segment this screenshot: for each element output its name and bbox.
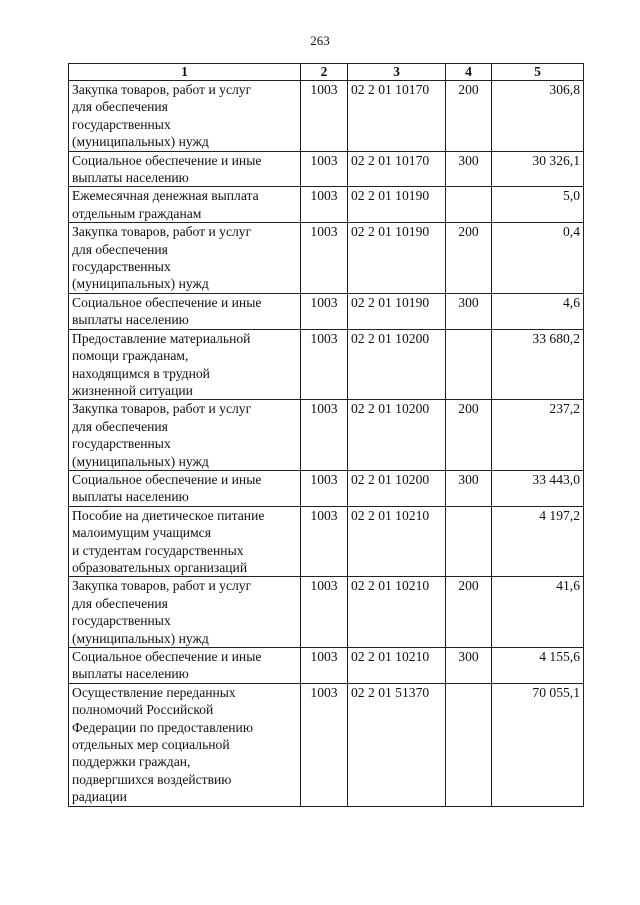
row-name-line: образовательных организаций (72, 559, 248, 575)
row-amount: 33 443,0 (492, 470, 584, 506)
table-row (69, 400, 584, 471)
row-name-line: Социальное обеспечение и иные (72, 471, 262, 487)
row-name-line: государственных (72, 436, 171, 452)
row-amount: 33 680,2 (492, 329, 584, 400)
row-target-article: 02 2 01 10200 (348, 329, 446, 400)
page-number: 263 (310, 33, 330, 48)
row-name-line: для обеспечения (72, 241, 168, 257)
row-name-line: отдельных мер социальной (72, 737, 230, 753)
table-row (69, 151, 584, 187)
row-name-line: Пособие на диетическое питание (72, 507, 265, 523)
row-section-code: 1003 (301, 648, 348, 684)
row-name-line: выплаты населению (72, 666, 189, 682)
table-row (69, 223, 584, 294)
row-name-line: отдельным гражданам (72, 205, 202, 221)
row-name-line: Закупка товаров, работ и услуг (72, 82, 252, 97)
row-target-article: 02 2 01 10210 (348, 648, 446, 684)
row-name-line: (муниципальных) нужд (72, 630, 209, 646)
row-name-line: Федерации по предоставлению (72, 719, 253, 735)
row-name-cell (69, 506, 301, 577)
row-section-code: 1003 (301, 187, 348, 223)
row-amount: 30 326,1 (492, 151, 584, 187)
row-expense-type: 300 (446, 151, 492, 187)
row-target-article: 02 2 01 10170 (348, 151, 446, 187)
row-section-code: 1003 (301, 223, 348, 294)
row-name-line: Закупка товаров, работ и услуг (72, 578, 252, 594)
row-target-article: 02 2 01 10200 (348, 400, 446, 471)
row-name-line: полномочий Российской (72, 702, 214, 718)
row-section-code: 1003 (301, 506, 348, 577)
table-row (69, 648, 584, 684)
row-expense-type: 300 (446, 648, 492, 684)
row-name-line: государственных (72, 613, 171, 629)
table-body (69, 81, 584, 807)
row-name-cell (69, 470, 301, 506)
row-name-line: Ежемесячная денежная выплата (72, 188, 259, 204)
row-name-line: Предоставление материальной (72, 330, 251, 346)
row-name-line: для обеспечения (72, 595, 168, 611)
row-name-line: Социальное обеспечение и иные (72, 152, 262, 168)
row-expense-type (446, 187, 492, 223)
row-name-line: для обеспечения (72, 418, 168, 434)
row-name-line: Осуществление переданных (72, 684, 236, 700)
row-target-article: 02 2 01 10210 (348, 506, 446, 577)
row-expense-type: 200 (446, 577, 492, 648)
row-name-line: находящимся в трудной (72, 365, 210, 381)
row-target-article: 02 2 01 51370 (348, 683, 446, 806)
header-col-3: 3 (348, 64, 446, 81)
row-name-line: Закупка товаров, работ и услуг (72, 401, 252, 417)
row-name-line: выплаты населению (72, 312, 189, 328)
row-name-cell (69, 683, 301, 806)
row-section-code: 1003 (301, 400, 348, 471)
row-expense-type: 200 (446, 223, 492, 294)
row-section-code: 1003 (301, 577, 348, 648)
row-target-article: 02 2 01 10190 (348, 223, 446, 294)
row-section-code: 1003 (301, 81, 348, 152)
row-name-line: выплаты населению (72, 170, 189, 186)
row-name-line: и студентам государственных (72, 542, 244, 558)
row-name-line: для обеспечения (72, 99, 168, 115)
row-section-code: 1003 (301, 470, 348, 506)
row-expense-type: 200 (446, 81, 492, 152)
row-amount: 4,6 (492, 293, 584, 329)
row-name-line: (муниципальных) нужд (72, 276, 209, 292)
row-expense-type (446, 506, 492, 577)
row-name-cell (69, 151, 301, 187)
table-row (69, 577, 584, 648)
row-name-line: малоимущим учащимся (72, 525, 211, 541)
row-name-line: (муниципальных) нужд (72, 453, 209, 469)
header-col-2: 2 (301, 64, 348, 81)
row-amount: 4 155,6 (492, 648, 584, 684)
row-expense-type (446, 329, 492, 400)
row-name-line: Социальное обеспечение и иные (72, 294, 262, 310)
row-amount: 0,4 (492, 223, 584, 294)
row-amount: 306,8 (492, 81, 584, 152)
row-name-cell (69, 293, 301, 329)
row-amount: 237,2 (492, 400, 584, 471)
row-name-cell (69, 648, 301, 684)
row-name-cell (69, 400, 301, 471)
row-expense-type (446, 683, 492, 806)
row-amount: 70 055,1 (492, 683, 584, 806)
row-target-article: 02 2 01 10210 (348, 577, 446, 648)
row-amount: 41,6 (492, 577, 584, 648)
row-target-article: 02 2 01 10190 (348, 187, 446, 223)
table-row (69, 683, 584, 806)
row-name-line: (муниципальных) нужд (72, 134, 209, 150)
table-row (69, 470, 584, 506)
row-name-cell (69, 577, 301, 648)
header-col-1: 1 (69, 64, 301, 81)
row-expense-type: 200 (446, 400, 492, 471)
row-name-line: государственных (72, 259, 171, 275)
row-section-code: 1003 (301, 683, 348, 806)
row-target-article: 02 2 01 10170 (348, 81, 446, 152)
row-target-article: 02 2 01 10200 (348, 470, 446, 506)
row-name-cell (69, 187, 301, 223)
row-section-code: 1003 (301, 293, 348, 329)
row-target-article: 02 2 01 10190 (348, 293, 446, 329)
budget-table (68, 63, 584, 807)
row-name-line: Социальное обеспечение и иные (72, 649, 262, 664)
row-name-line: государственных (72, 116, 171, 132)
header-col-5: 5 (492, 64, 584, 81)
table-row (69, 81, 584, 152)
row-name-cell (69, 329, 301, 400)
row-name-line: радиации (72, 789, 127, 805)
table-row (69, 187, 584, 223)
header-col-4: 4 (446, 64, 492, 81)
row-name-line: Закупка товаров, работ и услуг (72, 224, 252, 240)
row-section-code: 1003 (301, 151, 348, 187)
row-expense-type: 300 (446, 470, 492, 506)
table-header-row (69, 64, 584, 81)
row-expense-type: 300 (446, 293, 492, 329)
table-row (69, 329, 584, 400)
row-name-line: помощи гражданам, (72, 348, 189, 364)
row-name-cell (69, 223, 301, 294)
row-name-line: поддержки граждан, (72, 754, 191, 770)
row-amount: 5,0 (492, 187, 584, 223)
row-name-cell (69, 81, 301, 152)
table-row (69, 293, 584, 329)
row-section-code: 1003 (301, 329, 348, 400)
table-row (69, 506, 584, 577)
row-amount: 4 197,2 (492, 506, 584, 577)
row-name-line: подвергшихся воздействию (72, 771, 232, 787)
row-name-line: выплаты населению (72, 489, 189, 505)
row-name-line: жизненной ситуации (72, 382, 193, 398)
